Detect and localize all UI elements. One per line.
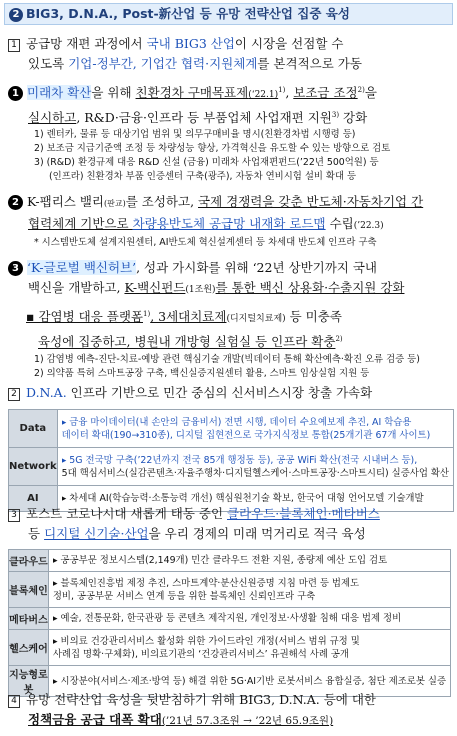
item-number-badge: 1 <box>8 86 23 101</box>
section-2: 2 D.N.A. 인프라 기반으로 민간 중심의 신서비스시장 창출 가속화 Data ▸ 금융 마이데이터(내 손안의 금융비서) 전면 시행, 데이터 수요예보제 추진, AI 학습용 데이터 확대(190→310종), 디지털 집현전으로 국가지식정보 통합(25개기관 67개 사이트) Network ▸ 5G 전국망 구축(’22년까지 전국 85개 행정동 등), 공공 WiFi 확산(전국 시내버스 등), 5대 핵심서비스(실감콘텐츠·자율주행차·디지털헬스케어·스마트공장·스마트시티) 실증사업 확산 AI ▸ 차세대 AI(학습능력·소통능력 개선) 핵심원천기술 확보, 한국어 대형 언어모델 기술개발 <box>8 383 451 512</box>
table-row: 지능형로봇 ▸ 시장분야(서비스·제조·방역 등) 해결 위한 5G·AI기반 로봇서비스 융합실증, 첨단 제조로봇 실증 <box>9 666 451 697</box>
section-1: 1 공급망 재편 과정에서 국내 BIG3 산업이 시장을 선점할 수 있도록 기업-정부간, 기업간 협력·지원체계를 본격적으로 가동 1 미래차 확산을 위해 친환경차 구매목표제(‘22.1)$^{1)}$, 보조금 조정$^{2)}$을 실시하고, R&D·금융·인프라 등 부품업체 사업재편 지원$^{3)}$ 강화 1) 렌터카, 물류 등 대상기업 범위 및 의무구매비율 명시(친환경차법 시행령 등) 2) 보조금 지급기준액 조정 등 차량성능 향상, 가격혁신을 유도할 수 있는 방향으로 검토 3) (R&D) 환경규제 대응 R&D 신설 (금융) 미래차 사업재편펀드(’22년 500억원) 등 (인프라) 친환경차 부품 인증센터 구축(광주), 자동차 연비시험 설비 확대 등 2 K-팹리스 밸리(판교)를 조성하고, 국제 경쟁력을 갖춘 반도체·자동차기업 간 협력체계 기반으로 차량용반도체 공급망 내재화 로드맵 수립(’22.3) * 시스템반도체 설계지원센터, AI반도체 혁신설계센터 등 차세대 반도체 인프라 구축 3 ‘K-글로벌 백신허브’, 성과 가시화를 위해 ‘22년 상반기까지 국내 백신을 개발하고, K-백신펀드(1조원)를 통한 백신 상용화·수출지원 강화 ▪ 감염병 대응 플랫폼$^{1)}$, 3세대치료제(디지털치료제) 등 미충족 육성에 집중하고, 병원내 개방형 실험실 등 인프라 확충$^{2)}$ 1) 감염병 예측-진단-치료-예방 관련 핵심기술 개발(빅데이터 통해 확산예측·확진 오류 검증 등) 2) 의약품 특허 스마트공장 구축, 백신실증지원센터 활용, 스마트 임상실험 지원 등 <box>8 34 451 381</box>
section-4: 4 유망 전략산업 육성을 뒷받침하기 위해 BIG3, D.N.A. 등에 대한 정책금융 공급 대폭 확대(’21년 57.3조원 → ’22년 65.9조원) <box>8 690 451 731</box>
new-tech-table <box>8 549 451 697</box>
section-number-box: 1 <box>8 39 20 52</box>
section-title <box>4 3 453 25</box>
section-number-box: 4 <box>8 695 20 708</box>
item-3: 3 ‘K-글로벌 백신허브’, 성과 가시화를 위해 ‘22년 상반기까지 국내 <box>8 258 451 278</box>
table-row: Network ▸ 5G 전국망 구축(’22년까지 전국 85개 행정동 등), 공공 WiFi 확산(전국 시내버스 등), 5대 핵심서비스(실감콘텐츠·자율주행차·디지털헬스케어·스마트공장·스마트시티) 실증사업 확산 <box>9 448 454 486</box>
section-3: 3 포스트 코로나시대 새롭게 태동 중인 클라우드·블록체인·메타버스 등 디지털 신기술·산업을 우리 경제의 미래 먹거리로 적극 육성 클라우드 ▸ 공공부문 정보시스템(2,149개) 민간 클라우드 전환 지원, 종량제 예산 도입 검토 블록체인 ▸ 블록체인진흥법 제정 추진, 스마트계약·분산신원증명 지침 마련 등 법제도 정비, 공공부문 서비스 연계 등을 위한 블록체인 신뢰인프라 구축 메타버스 ▸ 예술, 전통문화, 한국관광 등 콘텐츠 제작지원, 개인정보·사생활 침해 대응 법제 정비 헬스케어 ▸ 비의료 건강관리서비스 활성화 위한 가이드라인 개정(서비스 범위 규정 및 사례집 명확·구체화), 비의료기관의 ‘건강관리서비스’ 유권해석 사례 공개 지능형로봇 ▸ 시장분야(서비스·제조·방역 등) 해결 위한 5G·AI기반 로봇서비스 융합실증, 첨단 제조로봇 실증 <box>8 504 451 697</box>
table-row: 메타버스 ▸ 예술, 전통문화, 한국관광 등 콘텐츠 제작지원, 개인정보·사생활 침해 대응 법제 정비 <box>9 608 451 630</box>
title-text: BIG3, D.N.A., Post-新산업 등 유망 전략산업 집중 육성 <box>26 6 350 21</box>
table-row: 클라우드 ▸ 공공부문 정보시스템(2,149개) 민간 클라우드 전환 지원, 종량제 예산 도입 검토 <box>9 550 451 572</box>
item-1: 1 미래차 확산을 위해 친환경차 구매목표제(‘22.1)$^{1)}$, 보조금 조정$^{2)}$을 <box>8 80 451 105</box>
item-number-badge: 3 <box>8 261 23 276</box>
table-row: AI ▸ 차세대 AI(학습능력·소통능력 개선) 핵심원천기술 확보, 한국어 대형 언어모델 기술개발 <box>9 486 454 512</box>
item-2: 2 K-팹리스 밸리(판교)를 조성하고, 국제 경쟁력을 갖춘 반도체·자동차기업 간 <box>8 192 451 214</box>
table-row: 블록체인 ▸ 블록체인진흥법 제정 추진, 스마트계약·분산신원증명 지침 마련 등 법제도 정비, 공공부문 서비스 연계 등을 위한 블록체인 신뢰인프라 구축 <box>9 572 451 608</box>
section-number-box: 2 <box>8 388 20 401</box>
item-number-badge: 2 <box>8 195 23 210</box>
table-row: Data ▸ 금융 마이데이터(내 손안의 금융비서) 전면 시행, 데이터 수요예보제 추진, AI 학습용 데이터 확대(190→310종), 디지털 집현전으로 국가지식정보 통합(25개기관 67개 사이트) <box>9 410 454 448</box>
item-3-notes: 1) 감염병 예측-진단-치료-예방 관련 핵심기술 개발(빅데이터 통해 확산예측·확진 오류 검증 등) 2) 의약품 특허 스마트공장 구축, 백신실증지원센터 활용, 스마트 임상실험 지원 등 <box>34 353 420 379</box>
title-number-badge: 2 <box>9 8 23 22</box>
item-1-notes: 1) 렌터카, 물류 등 대상기업 범위 및 의무구매비율 명시(친환경차법 시행령 등) 2) 보조금 지급기준액 조정 등 차량성능 향상, 가격혁신을 유도할 수 있는 방향으로 검토 3) (R&D) 환경규제 대응 R&D 신설 (금융) 미래차 사업재편펀드(’22년 500억원) 등 (인프라) 친환경차 부품 인증센터 구축(광주), 자동차 연비시험 설비 확대 등 <box>34 129 391 183</box>
section-number-box: 3 <box>8 509 20 522</box>
table-row: 헬스케어 ▸ 비의료 건강관리서비스 활성화 위한 가이드라인 개정(서비스 범위 규정 및 사례집 명확·구체화), 비의료기관의 ‘건강관리서비스’ 유권해석 사례 공개 <box>9 630 451 666</box>
dna-table <box>8 409 454 512</box>
